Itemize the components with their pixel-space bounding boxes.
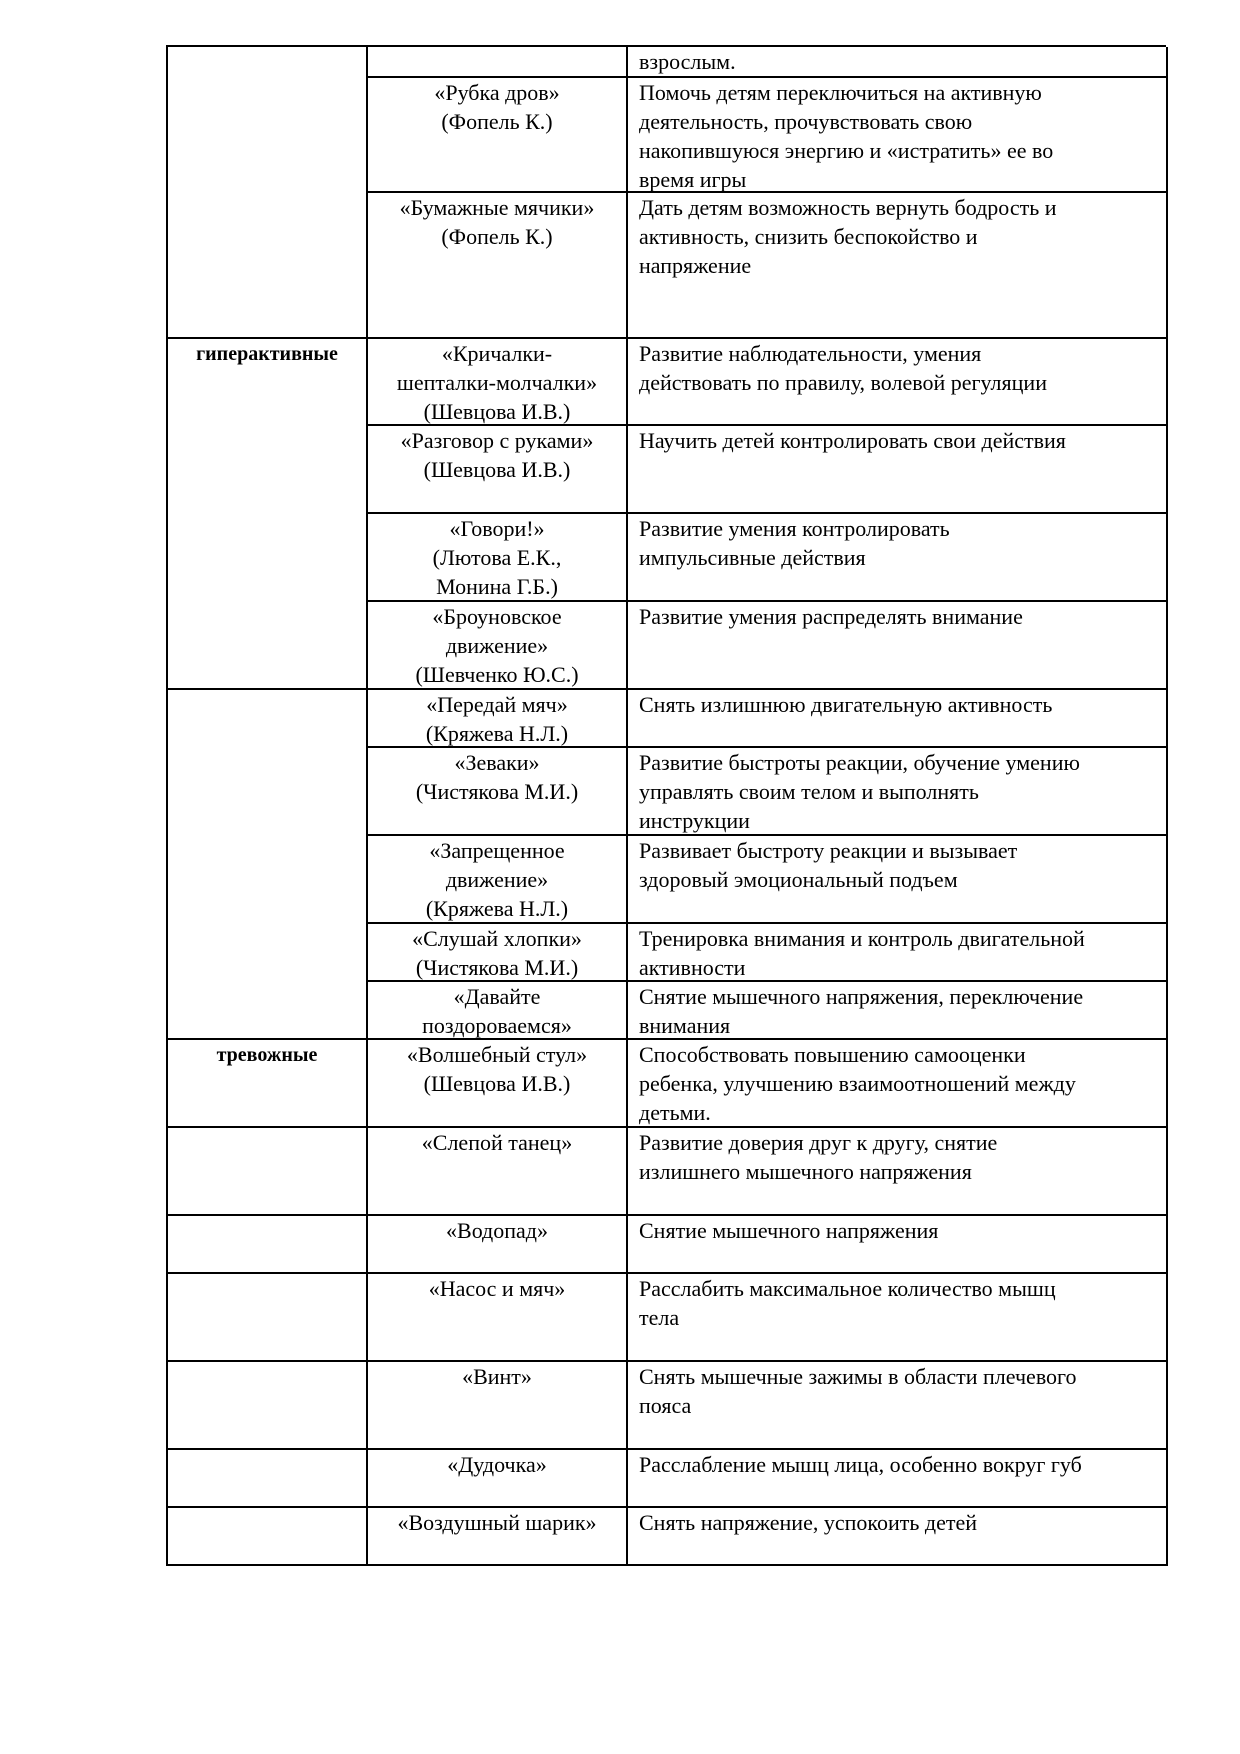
goal-text: Снятие мышечного напряжения, переключение (639, 984, 1084, 1009)
game-title: шепталки-молчалки» (396, 370, 598, 395)
category-cell (168, 924, 368, 982)
game-cell (368, 690, 628, 748)
game-title: «Давайте (453, 984, 541, 1009)
game-cell (368, 602, 628, 690)
goal-cell (628, 514, 1168, 602)
game-cell (368, 748, 628, 836)
goal-cell (628, 1040, 1168, 1128)
category-cell (168, 748, 368, 836)
game-author: (Фопель К.) (441, 224, 553, 249)
category-cell (168, 514, 368, 602)
game-cell (368, 982, 628, 1040)
goal-text: Помочь детям переключиться на активную (639, 80, 1042, 105)
goal-text: пояса (639, 1393, 692, 1418)
table-row (168, 78, 1166, 193)
category-cell (168, 690, 368, 748)
goal-text: ребенка, улучшению взаимоотношений между (639, 1071, 1076, 1096)
goal-text: Расслабление мышц лица, особенно вокруг губ (639, 1452, 1082, 1477)
category-cell (168, 1274, 368, 1362)
goal-text: действовать по правилу, волевой регуляции (639, 370, 1047, 395)
goal-text: Снятие мышечного напряжения (639, 1218, 939, 1243)
goal-text: детьми. (639, 1100, 711, 1125)
game-title: «Запрещенное (429, 838, 565, 863)
game-title: «Броуновское (432, 604, 562, 629)
game-cell (368, 1274, 628, 1362)
goal-text: активность, снизить беспокойство и (639, 224, 978, 249)
goal-text: Тренировка внимания и контроль двигательной (639, 926, 1085, 951)
game-title: «Волшебный стул» (406, 1042, 588, 1067)
game-title: «Винт» (462, 1364, 532, 1389)
goal-text: Развитие наблюдательности, умения (639, 341, 982, 366)
goal-text: активности (639, 955, 746, 980)
game-cell (368, 836, 628, 924)
category-cell (168, 836, 368, 924)
game-cell (368, 1450, 628, 1508)
goal-cell (628, 78, 1168, 193)
category-cell (168, 1362, 368, 1450)
category-cell (168, 982, 368, 1040)
game-title: движение» (445, 633, 549, 658)
goal-text: здоровый эмоциональный подъем (639, 867, 958, 892)
goal-text: Развивает быстроту реакции и вызывает (639, 838, 1018, 863)
game-title: «Бумажные мячики» (399, 195, 595, 220)
game-title: «Зеваки» (454, 750, 540, 775)
game-author: (Шевченко Ю.С.) (415, 662, 579, 687)
game-title: «Слушай хлопки» (412, 926, 582, 951)
category-cell (168, 1450, 368, 1508)
game-author: (Шевцова И.В.) (423, 1071, 571, 1096)
category-label: гиперактивные (196, 343, 338, 365)
game-title: «Кричалки- (441, 341, 553, 366)
game-title: движение» (445, 867, 549, 892)
game-cell (368, 78, 628, 193)
goal-cell (628, 426, 1168, 514)
goal-cell (628, 1128, 1168, 1216)
game-title: «Говори!» (449, 516, 545, 541)
category-cell (168, 1216, 368, 1274)
game-cell (368, 1216, 628, 1274)
game-title: «Рубка дров» (434, 80, 560, 105)
goal-cell (628, 924, 1168, 982)
goal-cell (628, 690, 1168, 748)
game-cell (368, 1508, 628, 1566)
goal-text: накопившуюся энергию и «истратить» ее во (639, 138, 1054, 163)
goal-text: Способствовать повышению самооценки (639, 1042, 1026, 1067)
goal-cell (628, 1362, 1168, 1450)
goal-cell (628, 836, 1168, 924)
goal-cell (628, 748, 1168, 836)
goal-text: деятельность, прочувствовать свою (639, 109, 973, 134)
game-author: (Чистякова М.И.) (415, 779, 579, 804)
table-row (168, 1274, 1166, 1362)
table-row (168, 339, 1166, 426)
category-cell (168, 193, 368, 339)
table-row (168, 514, 1166, 602)
game-cell (368, 426, 628, 514)
goal-text: управлять своим телом и выполнять (639, 779, 979, 804)
table-row (168, 924, 1166, 982)
game-cell (368, 47, 628, 78)
game-title: «Передай мяч» (426, 692, 568, 717)
category-cell (168, 602, 368, 690)
game-title: «Водопад» (446, 1218, 548, 1243)
goal-text: Развитие быстроты реакции, обучение умению (639, 750, 1080, 775)
game-author: (Шевцова И.В.) (423, 399, 571, 424)
table-row (168, 1450, 1166, 1508)
goal-cell (628, 1508, 1168, 1566)
game-title: «Воздушный шарик» (397, 1510, 597, 1535)
table-row (168, 1040, 1166, 1128)
category-cell (168, 426, 368, 514)
goal-cell (628, 339, 1168, 426)
category-cell (168, 1128, 368, 1216)
goal-cell (628, 1450, 1168, 1508)
goal-text: внимания (639, 1013, 731, 1038)
game-cell (368, 924, 628, 982)
table-row (168, 193, 1166, 339)
goal-text: Дать детям возможность вернуть бодрость и (639, 195, 1057, 220)
game-cell (368, 514, 628, 602)
game-author: (Лютова Е.К., (432, 545, 562, 570)
goal-text: Развитие доверия друг к другу, снятие (639, 1130, 998, 1155)
game-title: поздороваемся» (422, 1013, 572, 1038)
goal-text: время игры (639, 167, 747, 192)
game-title: «Насос и мяч» (428, 1276, 566, 1301)
table-row (168, 1128, 1166, 1216)
goal-cell (628, 602, 1168, 690)
goal-text: тела (639, 1305, 680, 1330)
game-cell (368, 1040, 628, 1128)
goal-text: Снять напряжение, успокоить детей (639, 1510, 977, 1535)
game-title: «Дудочка» (447, 1452, 547, 1477)
table-row (168, 602, 1166, 690)
game-cell (368, 339, 628, 426)
goal-cell (628, 1274, 1168, 1362)
goal-cell (628, 1216, 1168, 1274)
goal-cell (628, 193, 1168, 339)
game-cell (368, 1128, 628, 1216)
table-row (168, 47, 1166, 78)
game-author: (Кряжева Н.Л.) (425, 896, 569, 921)
game-author: (Фопель К.) (441, 109, 553, 134)
game-author: Монина Г.Б.) (436, 574, 558, 599)
goal-cell (628, 982, 1168, 1040)
table-row (168, 836, 1166, 924)
game-author: (Кряжева Н.Л.) (425, 721, 569, 746)
category-cell (168, 47, 368, 78)
goal-text: Развитие умения распределять внимание (639, 604, 1023, 629)
table-row (168, 982, 1166, 1040)
table-row (168, 748, 1166, 836)
category-label: тревожные (216, 1044, 318, 1066)
table-row (168, 426, 1166, 514)
game-title: «Слепой танец» (421, 1130, 573, 1155)
goal-text: Снять мышечные зажимы в области плечевого (639, 1364, 1077, 1389)
goal-text: импульсивные действия (639, 545, 866, 570)
table-row (168, 1508, 1166, 1566)
goal-text: Научить детей контролировать свои действия (639, 428, 1066, 453)
goal-text: Расслабить максимальное количество мышц (639, 1276, 1056, 1301)
goal-text: Развитие умения контролировать (639, 516, 950, 541)
game-author: (Шевцова И.В.) (423, 457, 571, 482)
category-cell (168, 78, 368, 193)
game-cell (368, 1362, 628, 1450)
category-cell (168, 1508, 368, 1566)
goal-text: взрослым. (639, 49, 736, 74)
table-row (168, 1216, 1166, 1274)
table-row (168, 690, 1166, 748)
game-author: (Чистякова М.И.) (415, 955, 579, 980)
category-cell (168, 339, 368, 426)
goal-text: инструкции (639, 808, 750, 833)
game-cell (368, 193, 628, 339)
goal-text: Снять излишнюю двигательную активность (639, 692, 1053, 717)
goal-text: напряжение (639, 253, 752, 278)
exercise-table (166, 45, 1166, 1566)
table-row (168, 1362, 1166, 1450)
category-cell (168, 1040, 368, 1128)
game-title: «Разговор с руками» (400, 428, 594, 453)
goal-text: излишнего мышечного напряжения (639, 1159, 972, 1184)
goal-cell (628, 47, 1168, 78)
